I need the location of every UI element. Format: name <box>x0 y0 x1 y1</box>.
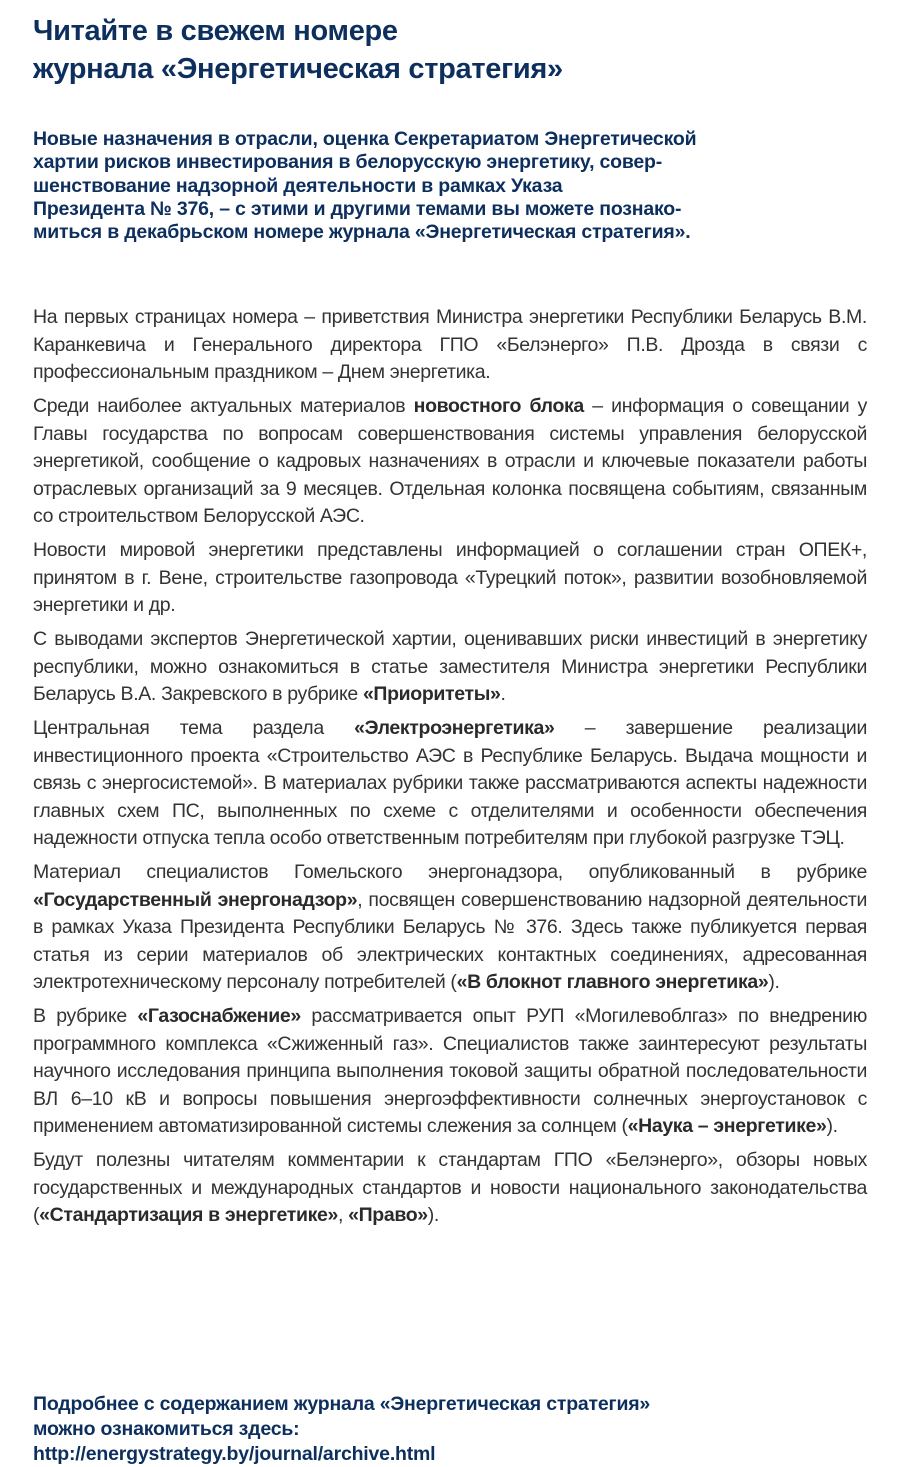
paragraph-electric-power <box>33 715 867 853</box>
title-line-1: Читайте в свежем номере <box>33 15 398 47</box>
paragraph-news-block <box>33 393 867 531</box>
lead-line: миться в декабрьском номере журнала «Энергетическая стратегия». <box>33 221 691 244</box>
rubric-name: «Приоритеты» <box>362 683 501 706</box>
paragraph-text: , <box>337 1204 349 1227</box>
paragraph-text: – информация о совещании у Главы государства по вопросам совершенствования системы управления белорусской энергетикой, сообщение о кадровых назначениях в отрасли и ключевые показатели работы отраслевых организаций за 9 месяцев. Отдельная колонка посвящена событиям, связанным со строительством Белорусской АЭС. <box>33 395 868 528</box>
article-body <box>33 304 867 1230</box>
lead-line: Президента № 376, – с этими и другими темами вы можете познако- <box>33 197 682 220</box>
lead-summary <box>33 128 867 244</box>
paragraph-priorities <box>33 626 867 709</box>
paragraph-text: . <box>500 683 506 706</box>
paragraph-text: ). <box>427 1204 439 1227</box>
rubric-name: «Наука – энергетике» <box>627 1115 827 1138</box>
paragraph-text: ). <box>768 971 780 994</box>
rubric-name: «Право» <box>348 1204 428 1227</box>
rubric-name: «Газоснабжение» <box>137 1005 301 1028</box>
footer-prefix: можно ознакомиться здесь: <box>33 1418 300 1440</box>
paragraph-text: В рубрике <box>33 1005 138 1028</box>
paragraph-text: , посвящен совершенствованию надзорной деятельности в рамках Указа Президента Республики Беларусь № 376. Здесь также публикуется первая статья из серии материалов об электрических контактных соединениях, адресованная электротехническому персоналу потребителей ( <box>33 888 867 994</box>
paragraph-text: – завершение реализации инвестиционного проекта «Строительство АЭС в Республике Беларусь. Выдача мощности и связь с энергосистемой». В материалах рубрики также рассматриваются аспекты надежности главных схем ПС, выполненных по схеме с отделителями и особенности обеспечения надежности отпуска тепла особо ответственным потребителям при глубокой разгрузке ТЭЦ. <box>33 717 868 850</box>
paragraph-text: ). <box>826 1115 838 1138</box>
rubric-name: «Государственный энергонадзор» <box>33 888 358 911</box>
lead-line: Новые назначения в отрасли, оценка Секретариатом Энергетической <box>33 128 697 150</box>
paragraph-energy-supervision <box>33 859 867 997</box>
paragraph-text: рассматривается опыт РУП «Могилевоблгаз» по внедрению программного комплекса «Сжиженный газ». Специалистов также заинтересуют результаты научного исследования принципа выполнения токовой защиты обратной последовательности ВЛ 6–10 кВ и вопросы повышения энергоэффективности солнечных энергоустановок с применением автоматизированной системы слежения за солнцем ( <box>33 1005 867 1138</box>
lead-line: хартии рисков инвестирования в белорусскую энергетику, совер- <box>33 151 663 174</box>
paragraph-world-news: Новости мировой энергетики представлены информацией о соглашении стран ОПЕК+, принятом в г. Вене, строительстве газопровода «Турецкий поток», развитии возобновляемой энергетики и др. <box>33 539 867 617</box>
footer-line-2 <box>33 1417 650 1467</box>
footer-line-1: Подробнее с содержанием журнала «Энергетическая стратегия» <box>33 1393 651 1415</box>
title-line-2: журнала «Энергетическая стратегия» <box>33 53 563 85</box>
page-title <box>33 12 867 88</box>
paragraph-text: Материал специалистов Гомельского энергонадзора, опубликованный в рубрике <box>33 861 867 884</box>
article <box>33 0 868 1465</box>
rubric-name: «В блокнот главного энергетика» <box>456 971 769 994</box>
paragraph-gas-supply <box>33 1003 867 1141</box>
lead-line: шенствование надзорной деятельности в рамках Указа <box>33 174 563 197</box>
archive-link[interactable]: http://energystrategy.by/journal/archive.html <box>33 1443 436 1465</box>
paragraph-greetings: На первых страницах номера – приветствия Министра энергетики Республики Беларусь В.М. Каранкевича и Генерального директора ГПО «Белэнерго» П.В. Дрозда в связи с профессиональным праздником – Днем энергетика. <box>33 306 867 384</box>
paragraph-standards <box>33 1147 867 1230</box>
paragraph-text: С выводами экспертов Энергетической хартии, оценивавших риски инвестиций в энергетику республики, можно ознакомиться в статье заместителя Министра энергетики Республики Беларусь В.А. Закревского в рубрике <box>33 628 867 706</box>
paragraph-text: Среди наиболее актуальных материалов <box>33 395 414 418</box>
rubric-name: «Электроэнергетика» <box>354 717 555 740</box>
paragraph-text: Будут полезны читателям комментарии к стандартам ГПО «Белэнерго», обзоры новых государственных и международных стандартов и новости национального законодательства ( <box>33 1149 867 1227</box>
rubric-name: новостного блока <box>413 395 584 418</box>
footer-more-info <box>33 1392 650 1467</box>
rubric-name: «Стандартизация в энергетике» <box>39 1204 338 1227</box>
paragraph-text: Центральная тема раздела <box>33 717 355 740</box>
